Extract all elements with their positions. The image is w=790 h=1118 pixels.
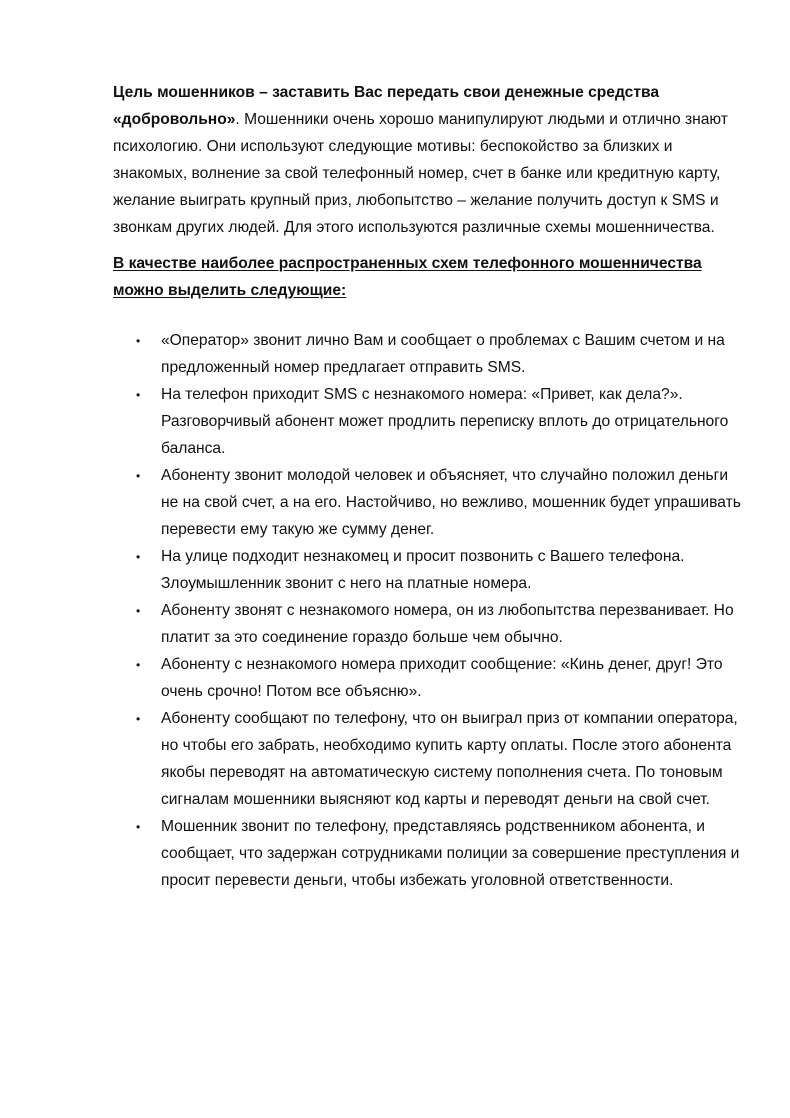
list-item — [113, 705, 746, 813]
list-item-text: На улице подходит незнакомец и просит позвонить с Вашего телефона. Злоумышленник звонит с него на платные номера. — [161, 548, 685, 592]
bullet-icon: • — [136, 334, 141, 348]
intro-body: . Мошенники очень хорошо манипулируют людьми и отлично знают психологию. Они используют следующие мотивы: беспокойство за близких и знакомых, волнение за свой телефонный номер, счет в банке или кредитную карту, желание выиграть крупный приз, любопытство – желание получить доступ к SMS и звонкам других людей. Для этого используются различные схемы мошенничества. — [113, 111, 728, 236]
list-item — [113, 381, 746, 462]
intro-bold-lead: Цель мошенников – заставить Вас передать свои денежные средства «добровольно» — [113, 84, 660, 128]
list-item-text: Абоненту сообщают по телефону, что он выиграл приз от компании оператора, но чтобы его забрать, необходимо купить карту оплаты. После этого абонента якобы переводят на автоматическую систему пополнения счета. По тоновым сигналам мошенники выясняют код карты и переводят деньги на свой счет. — [161, 710, 738, 808]
document-page — [113, 79, 743, 894]
bullet-icon: • — [136, 604, 141, 618]
list-item — [113, 462, 746, 543]
intro-paragraph — [113, 79, 743, 241]
list-item — [113, 651, 746, 705]
list-item — [113, 543, 746, 597]
list-item — [113, 327, 746, 381]
bullet-icon: • — [136, 658, 141, 672]
schemes-list — [113, 327, 743, 894]
list-item — [113, 597, 746, 651]
bullet-icon: • — [136, 712, 141, 726]
list-item-text: Абоненту звонят с незнакомого номера, он из любопытства перезванивает. Но платит за это соединение гораздо больше чем обычно. — [161, 602, 734, 646]
list-item-text: На телефон приходит SMS с незнакомого номера: «Привет, как дела?». Разговорчивый абонент может продлить переписку вплоть до отрицательного баланса. — [161, 386, 729, 457]
list-item-text: Абоненту звонит молодой человек и объясняет, что случайно положил деньги не на свой счет, а на его. Настойчиво, но вежливо, мошенник будет упрашивать перевести ему такую же сумму денег. — [161, 467, 741, 538]
bullet-icon: • — [136, 469, 141, 483]
list-item-text: Абоненту с незнакомого номера приходит сообщение: «Кинь денег, друг! Это очень срочно! Потом все объясню». — [161, 656, 723, 700]
bullet-icon: • — [136, 388, 141, 402]
bullet-icon: • — [136, 820, 141, 834]
list-item — [113, 813, 746, 894]
bullet-icon: • — [136, 550, 141, 564]
section-heading: В качестве наиболее распространенных схем телефонного мошенничества можно выделить следующие: — [113, 255, 702, 299]
list-item-text: Мошенник звонит по телефону, представляясь родственником абонента, и сообщает, что задержан сотрудниками полиции за совершение преступления и просит перевести деньги, чтобы избежать уголовной ответственности. — [161, 818, 740, 889]
list-item-text: «Оператор» звонит лично Вам и сообщает о проблемах с Вашим счетом и на предложенный номер предлагает отправить SMS. — [161, 332, 725, 376]
